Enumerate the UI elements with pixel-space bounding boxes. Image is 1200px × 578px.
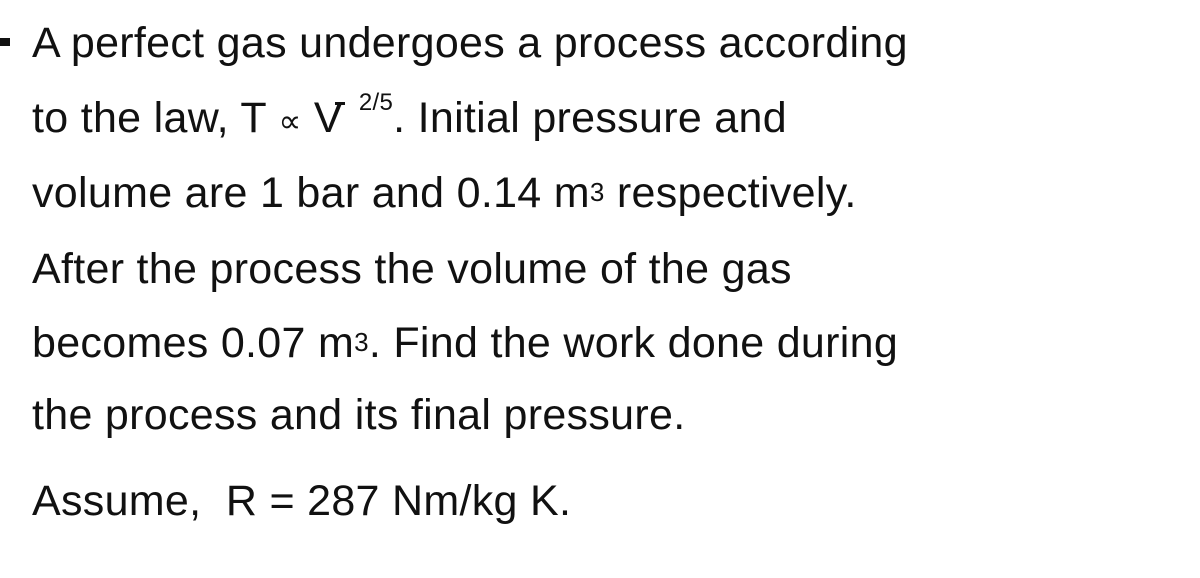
law-exponent: 2/5 <box>358 89 394 116</box>
gas-constant-text: Assume, R = 287 Nm/kg K. <box>32 477 572 525</box>
respectively-text: respectively. <box>604 169 857 217</box>
find-work-text: . Find the work done during <box>368 319 899 367</box>
law-intro-text: to the law, T <box>32 94 267 142</box>
cubic-exponent-1: 3 <box>589 177 605 207</box>
volume-symbol: V <box>313 94 343 142</box>
problem-line-4 <box>32 244 1094 294</box>
margin-mark <box>0 38 10 46</box>
problem-line-1 <box>32 18 1094 68</box>
problem-text-1: A perfect gas undergoes a process according <box>32 19 908 67</box>
problem-line-2 <box>32 89 1094 150</box>
problem-line-3 <box>32 168 1094 218</box>
proportional-symbol: ∝ <box>278 102 302 140</box>
cubic-exponent-2: 3 <box>354 327 369 357</box>
final-volume-text: becomes 0.07 m <box>32 319 355 367</box>
problem-line-6 <box>32 390 1094 440</box>
initial-pressure-text: . Initial pressure and <box>393 94 787 142</box>
initial-values-text: volume are 1 bar and 0.14 m <box>32 169 590 217</box>
assumption-line <box>32 476 1094 526</box>
problem-text-6: the process and its final pressure. <box>32 391 686 439</box>
problem-text-4: After the process the volume of the gas <box>32 245 792 293</box>
problem-line-5 <box>32 318 1094 368</box>
